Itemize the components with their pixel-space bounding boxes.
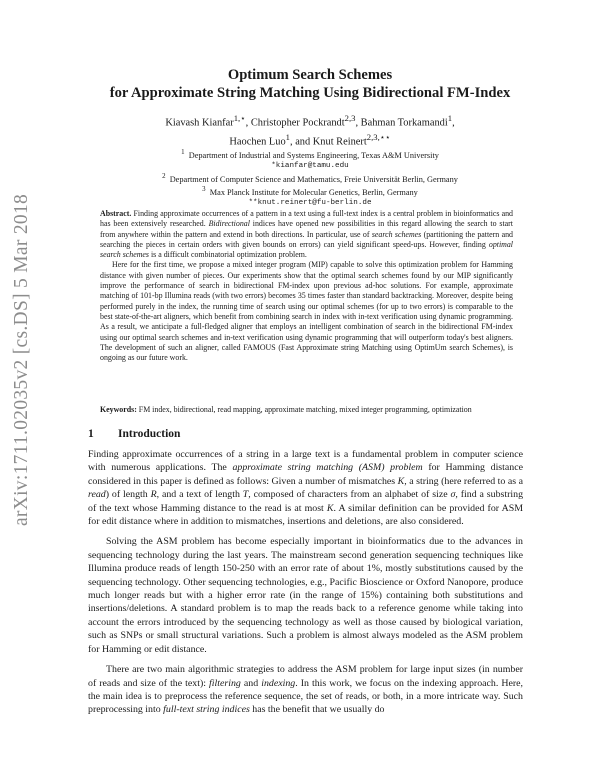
author-kianfar: Kiavash Kianfar — [165, 117, 234, 129]
arxiv-stamp-text: arXiv:1711.02035v2 [cs.DS] 5 Mar 2018 — [11, 193, 32, 527]
body-emphasis: filtering — [209, 677, 241, 689]
body-paragraph-2: Solving the ASM problem has become especially important in bioinformatics due to the advances in sequencing technology during the last years. The mainstream second generation sequencing techniques like Illumina produce reads of length 150-250 with an error rate of about 1%, mostly substitutions caused by the sequencing technology. Other sequencing technologies, e.g., Pacific Bioscience or Oxford Nanopore, produce much longer reads but with a higher error rate (in the range of 15%) containing both substitutions and insertions/deletions. A standard problem is to map the reads back to a reference genome while taking into account the errors introduced by the sequencing technology as well as those caused by biological variation, such as SNPs or small structural variations. Such a problem is almost always modeled as the ASM problem for Hamming or edit distance. — [88, 536, 523, 655]
abstract-text: indices have opened new possibilities in this regard allowing the search to start from anywhere within the pattern and extend in both directions. In particular, use of — [100, 219, 513, 239]
body-text-run: . A similar definition can be provided for ASM for edit distance where in addition to mismatches, insertions and deletions, are also considered. — [88, 502, 523, 528]
author-reinert: , and Knut Reinert — [290, 136, 367, 148]
author-torkamandi: , Bahman Torkamandi — [355, 117, 448, 129]
paper-title — [60, 66, 560, 102]
affil-sup: 1 — [181, 149, 185, 156]
title-line-1: Optimum Search Schemes — [227, 67, 393, 83]
body-text-run: for Hamming distance considered in this paper is defined as follows: Given a number of mismatches — [88, 462, 523, 487]
author-sup: 1 — [285, 132, 290, 143]
abstract-text: is a difficult combinatorial optimization problem. — [149, 250, 307, 260]
title-line-2: for Approximate String Matching Using Bidirectional FM-Index — [109, 85, 511, 101]
body-text-run: and — [240, 677, 262, 689]
abstract-emphasis: optimal search schemes — [100, 239, 513, 260]
section-title: Introduction — [118, 428, 181, 440]
affiliation-3 — [60, 185, 560, 198]
affil-sup: 3 — [202, 185, 206, 193]
abstract-text: Finding approximate occurrences of a pattern in a text using a full-text index is a central problem in bioinformatics and has been extensively researched. — [100, 209, 513, 229]
abstract-paragraph-1 — [100, 209, 513, 260]
author-sup: 1 — [447, 113, 453, 123]
author-pockrandt: , Christopher Pockrandt — [245, 117, 345, 129]
body-text-run: Finding approximate occurrences of a string in a large text is a fundamental problem in computer science with numerous applications. The — [88, 449, 523, 474]
body-text-run: . In this work, we focus on the indexing approach. Here, the main idea is to preprocess the reference sequence, the set of reads, or both, in a more intricate way. Such preprocessing into — [88, 677, 523, 716]
author-separator: , — [452, 117, 455, 129]
affiliation-1-email: *kianfar@tamu.edu — [271, 162, 349, 171]
author-sup: 2,3 — [344, 113, 356, 123]
body-paragraph-3 — [88, 663, 523, 717]
body-text-run: There are two main algorithmic strategies to address the ASM problem for large input sizes (in number of reads and size of the text): — [88, 664, 523, 689]
body-emphasis: full-text string indices — [163, 704, 250, 716]
body-text — [88, 448, 523, 724]
abstract-emphasis: Bidirectional — [208, 219, 250, 229]
affiliations — [60, 148, 560, 208]
affil-text: Department of Industrial and Systems Engineering, Texas A&M University — [188, 150, 439, 160]
body-text-run: , and a text of length — [156, 489, 243, 501]
body-text-run: , a string (here referred to as a — [404, 475, 523, 487]
math-symbol: T — [242, 489, 249, 501]
body-text-run: ) of length — [105, 489, 151, 501]
math-symbol: σ — [450, 489, 456, 501]
author-luo: Haochen Luo — [229, 136, 286, 148]
authors-line-1 — [60, 111, 560, 130]
affiliation-3-email: **knut.reinert@fu-berlin.de — [248, 198, 372, 207]
body-paragraph-1 — [88, 448, 523, 528]
abstract — [100, 209, 513, 363]
affil-text: Max Planck Institute for Molecular Genetics, Berlin, Germany — [209, 187, 418, 197]
affiliation-2 — [60, 172, 560, 185]
math-symbol: K — [326, 502, 334, 514]
body-text-run: has the benefit that we usually do — [249, 704, 385, 716]
abstract-emphasis: search schemes — [371, 229, 422, 239]
body-emphasis: indexing — [261, 677, 296, 689]
math-symbol: K — [397, 475, 405, 487]
author-list — [60, 111, 560, 150]
keywords-text: FM index, bidirectional, read mapping, approximate matching, mixed integer programming, optimization — [136, 405, 472, 414]
affil-text: Department of Computer Science and Mathematics, Freie Universität Berlin, Germany — [169, 174, 458, 184]
abstract-label: Abstract. — [100, 209, 132, 218]
affiliation-1 — [60, 148, 560, 161]
abstract-text: (partitioning the pattern and searching the pieces in certain orders with given bounds on errors) can yield significant speed-ups. However, finding — [100, 229, 513, 249]
math-symbol: R — [150, 489, 157, 501]
section-number: 1 — [88, 428, 94, 440]
keywords — [100, 405, 520, 415]
author-sup: 1,⋆ — [233, 113, 246, 123]
body-text-run: , find a substring of the text whose Hamming distance to the read is at most — [88, 489, 524, 514]
affil-sup: 2 — [162, 172, 166, 180]
abstract-paragraph-2: Here for the first time, we propose a mixed integer program (MIP) capable to solve this optimization problem for Hamming distance with given number of pieces. Our experiments show that the optimal search schemes found by our MIP significantly improve the performance of search in bidirectional FM-index upon previous ad-hoc solutions. For example, approximate matching of 101-bp Illumina reads (with two errors) becomes 35 times faster than standard backtracking. Moreover, despite being performed purely in the index, the running time of search using our optimal schemes (for up to two errors) is comparable to the best state-of-the-art aligners, which benefit from combining search in index with in-text verification using dynamic programming. As a result, we anticipate a full-fledged aligner that employs an intelligent combination of search in the bidirectional FM-index using our optimal search schemes and in-text verification using dynamic programming that will outperform today's best aligners. The development of such an aligner, called FAMOUS (Fast Approximate string Matching using OptimUm search Schemes), is ongoing as our future work. — [100, 260, 513, 363]
keywords-label: Keywords: — [100, 405, 137, 414]
body-emphasis: read — [88, 489, 106, 501]
author-sup: 2,3,⋆⋆ — [366, 132, 391, 143]
body-emphasis: approximate string matching (ASM) problem — [232, 462, 423, 474]
body-text-run: , composed of characters from an alphabet of size — [248, 489, 451, 501]
section-heading — [88, 428, 180, 440]
